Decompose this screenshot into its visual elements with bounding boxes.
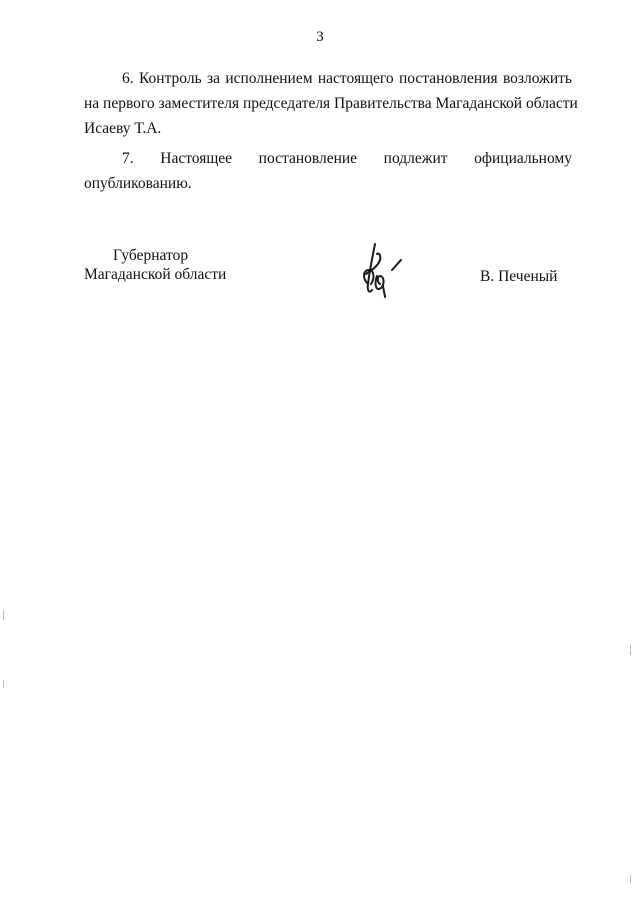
page-number: 3	[316, 29, 324, 45]
signatory-title-line-2: Магаданской области	[84, 266, 227, 283]
paragraph-7-line-1: 7. Настоящее постановление подлежит официальному	[122, 150, 572, 167]
scan-edge-mark	[630, 645, 631, 655]
paragraph-6-line-3: Исаеву Т.А.	[84, 120, 162, 137]
paragraph-6	[84, 66, 578, 141]
scan-edge-mark	[3, 680, 4, 688]
signatory-title	[84, 246, 244, 284]
paragraph-7	[84, 146, 572, 196]
paragraph-6-line-2: на первого заместителя председателя Правительства Магаданской области	[84, 95, 578, 112]
paragraph-7-line-2: опубликованию.	[84, 175, 192, 192]
paragraph-6-line-1: 6. Контроль за исполнением настоящего постановления возложить	[122, 70, 572, 87]
scan-edge-mark	[3, 610, 4, 620]
signatory-name: В. Печеный	[480, 268, 558, 285]
signatory-title-line-1: Губернатор	[113, 247, 189, 264]
handwritten-signature	[358, 240, 408, 298]
scan-edge-mark	[630, 875, 631, 883]
